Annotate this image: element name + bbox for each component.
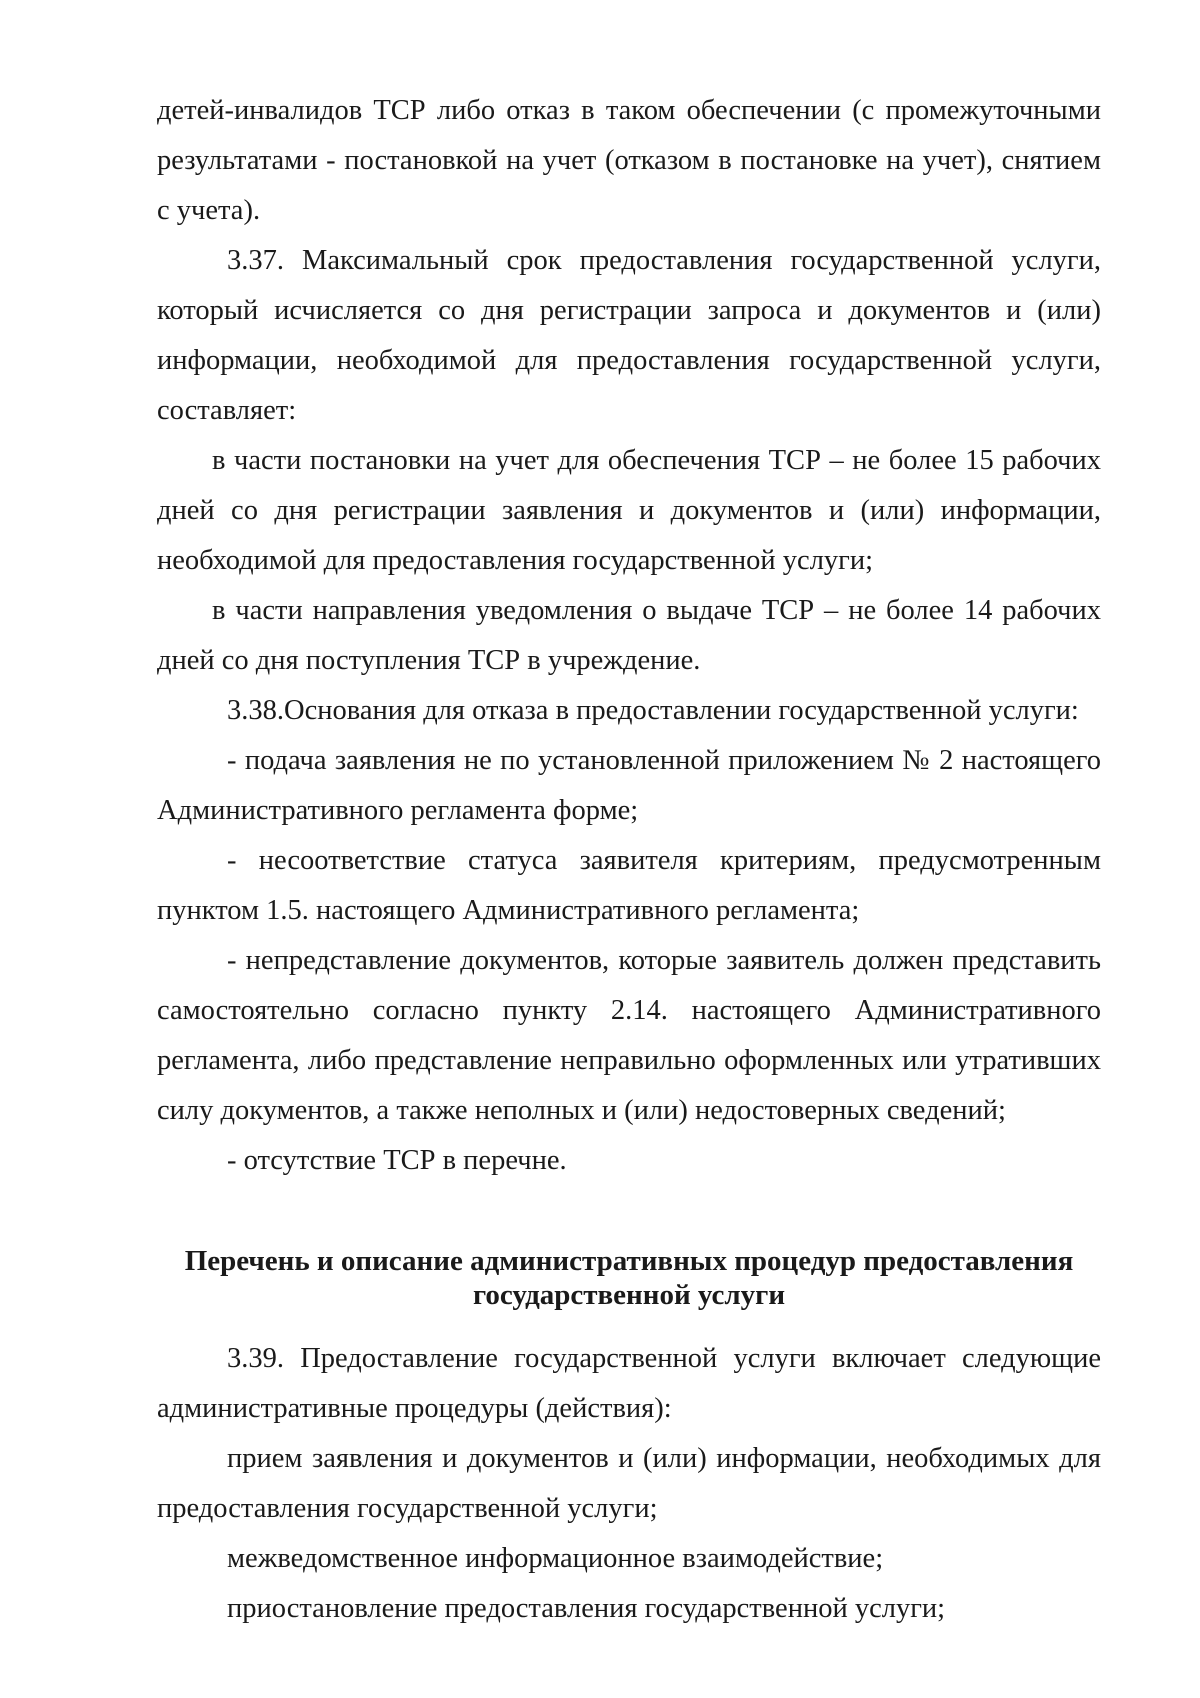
paragraph-3-39: 3.39. Предоставление государственной услуги включает следующие административные процедуры (действия):: [157, 1343, 1101, 1424]
paragraph-3-37-registration: в части постановки на учет для обеспечения ТСР – не более 15 рабочих дней со дня регистрации заявления и документов и (или) информации, необходимой для предоставления государственной услуги;: [157, 445, 1101, 576]
section-spacer: [157, 1186, 1101, 1244]
paragraph-3-38-status: - несоответствие статуса заявителя критериям, предусмотренным пунктом 1.5. настоящего Административного регламента;: [157, 845, 1101, 926]
paragraph-continuation: детей-инвалидов ТСР либо отказ в таком обеспечении (с промежуточными результатами - постановкой на учет (отказом в постановке на учет), снятием с учета).: [157, 95, 1101, 226]
paragraph-3-38-documents: - непредставление документов, которые заявитель должен представить самостоятельно согласно пункту 2.14. настоящего Административного регламента, либо представление неправильно оформленных или утративших силу документов, а также неполных и (или) недостоверных сведений;: [157, 945, 1101, 1126]
document-page: [157, 86, 1101, 1634]
paragraph-3-39-interaction: межведомственное информационное взаимодействие;: [227, 1543, 884, 1574]
section-heading-line-1: Перечень и описание административных процедур предоставления: [184, 1245, 1074, 1277]
paragraph-3-37: 3.37. Максимальный срок предоставления государственной услуги, который исчисляется со дня регистрации запроса и документов и (или) информации, необходимой для предоставления государственной услуги, составляет:: [157, 245, 1101, 426]
paragraph-3-39-reception: прием заявления и документов и (или) информации, необходимых для предоставления государственной услуги;: [157, 1443, 1101, 1524]
section-heading: [157, 1244, 1101, 1312]
paragraph-3-39-suspension: приостановление предоставления государственной услуги;: [227, 1593, 946, 1624]
paragraph-3-38: 3.38.Основания для отказа в предоставлении государственной услуги:: [227, 695, 1079, 726]
paragraph-3-37-notification: в части направления уведомления о выдаче ТСР – не более 14 рабочих дней со дня поступления ТСР в учреждение.: [157, 595, 1101, 676]
paragraph-3-38-form: - подача заявления не по установленной приложением № 2 настоящего Административного регламента форме;: [157, 745, 1101, 826]
paragraph-3-38-absence: - отсутствие ТСР в перечне.: [227, 1145, 567, 1176]
section-heading-line-2: государственной услуги: [472, 1279, 786, 1311]
